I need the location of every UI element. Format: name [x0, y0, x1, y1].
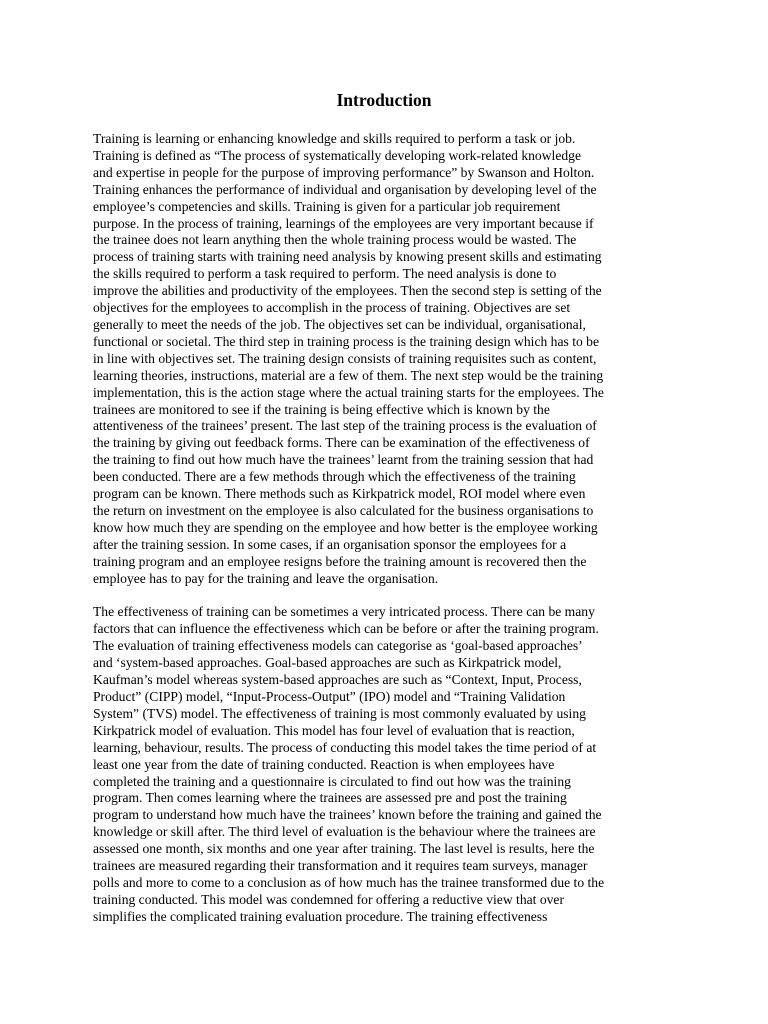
text-line: learning, behaviour, results. The process of conducting this model takes the time period of at — [93, 739, 597, 755]
text-line: the trainee does not learn anything then the whole training process would be wasted. The — [93, 232, 577, 248]
paragraph-2 — [93, 604, 678, 925]
text-line: functional or societal. The third step in training process is the training design which has to be — [93, 333, 600, 349]
text-line: Training is defined as “The process of systematically developing work-related knowledge — [93, 147, 581, 163]
text-line: been conducted. There are a few methods through which the effectiveness of the training — [93, 469, 576, 485]
text-line: program can be known. There methods such as Kirkpatrick model, ROI model where even — [93, 486, 586, 502]
text-line: improve the abilities and productivity of the employees. Then the second step is setting of the — [93, 283, 602, 299]
text-line: completed the training and a questionnaire is circulated to find out how was the training — [93, 773, 571, 789]
text-line: Kaufman’s model whereas system-based approaches are such as “Context, Input, Process, — [93, 672, 582, 688]
text-line: know how much they are spending on the employee and how better is the employee working — [93, 519, 598, 535]
text-line: The effectiveness of training can be sometimes a very intricated process. There can be many — [93, 604, 595, 620]
text-line: The evaluation of training effectiveness models can categorise as ‘goal-based approaches’ — [93, 638, 583, 654]
page-title: Introduction — [336, 90, 432, 110]
text-line: generally to meet the needs of the job. The objectives set can be individual, organisational, — [93, 316, 586, 332]
text-line: program to understand how much have the trainees’ known before the training and gained the — [93, 807, 602, 823]
text-line: implementation, this is the action stage where the actual training starts for the employees. The — [93, 384, 604, 400]
text-line: program. Then comes learning where the trainees are assessed pre and post the training — [93, 790, 567, 806]
text-line: Training enhances the performance of individual and organisation by developing level of the — [93, 181, 597, 197]
text-line: trainees are monitored to see if the training is being effective which is known by the — [93, 401, 550, 417]
text-line: factors that can influence the effectiveness which can be before or after the training program. — [93, 621, 599, 637]
document-body — [93, 131, 678, 926]
text-line: the training to find out how much have the trainees’ learnt from the training session that had — [93, 452, 594, 468]
text-line: the return on investment on the employee is also calculated for the business organisations to — [93, 502, 594, 518]
text-line: System” (TVS) model. The effectiveness of training is most commonly evaluated by using — [93, 705, 586, 721]
text-line: Training is learning or enhancing knowledge and skills required to perform a task or job. — [93, 131, 576, 146]
text-line: simplifies the complicated training evaluation procedure. The training effectiveness — [93, 908, 548, 924]
paragraph-1 — [93, 131, 678, 587]
text-line: learning theories, instructions, material are a few of them. The next step would be the training — [93, 367, 604, 383]
text-line: trainees are measured regarding their transformation and it requires team surveys, manager — [93, 858, 588, 874]
text-line: the training by giving out feedback forms. There can be examination of the effectiveness of — [93, 435, 590, 451]
text-line: attentiveness of the trainees’ present. The last step of the training process is the evaluation of — [93, 418, 597, 434]
text-line: polls and more to come to a conclusion as of how much has the trainee transformed due to the — [93, 874, 605, 890]
text-line: employee’s competencies and skills. Training is given for a particular job requirement — [93, 198, 561, 214]
text-line: training program and an employee resigns before the training amount is recovered then the — [93, 553, 587, 569]
text-line: employee has to pay for the training and leave the organisation. — [93, 570, 439, 586]
text-line: least one year from the date of training conducted. Reaction is when employees have — [93, 756, 555, 772]
text-line: training conducted. This model was condemned for offering a reductive view that over — [93, 891, 564, 907]
text-line: objectives for the employees to accomplish in the process of training. Objectives are set — [93, 300, 571, 316]
text-line: process of training starts with training need analysis by knowing present skills and estimating — [93, 249, 602, 265]
text-line: the skills required to perform a task required to perform. The need analysis is done to — [93, 266, 557, 282]
text-line: assessed one month, six months and one year after training. The last level is results, here the — [93, 841, 595, 857]
text-line: purpose. In the process of training, learnings of the employees are very important because if — [93, 215, 594, 231]
text-line: in line with objectives set. The training design consists of training requisites such as content, — [93, 350, 597, 366]
text-line: Kirkpatrick model of evaluation. This model has four level of evaluation that is reaction, — [93, 722, 575, 738]
text-line: Product” (CIPP) model, “Input-Process-Output” (IPO) model and “Training Validation — [93, 689, 566, 704]
text-line: and ‘system-based approaches. Goal-based approaches are such as Kirkpatrick model, — [93, 655, 562, 671]
text-line: and expertise in people for the purpose of improving performance” by Swanson and Holton. — [93, 164, 595, 180]
text-line: knowledge or skill after. The third level of evaluation is the behaviour where the trainees are — [93, 824, 596, 840]
text-line: after the training session. In some cases, if an organisation sponsor the employees for a — [93, 536, 567, 552]
